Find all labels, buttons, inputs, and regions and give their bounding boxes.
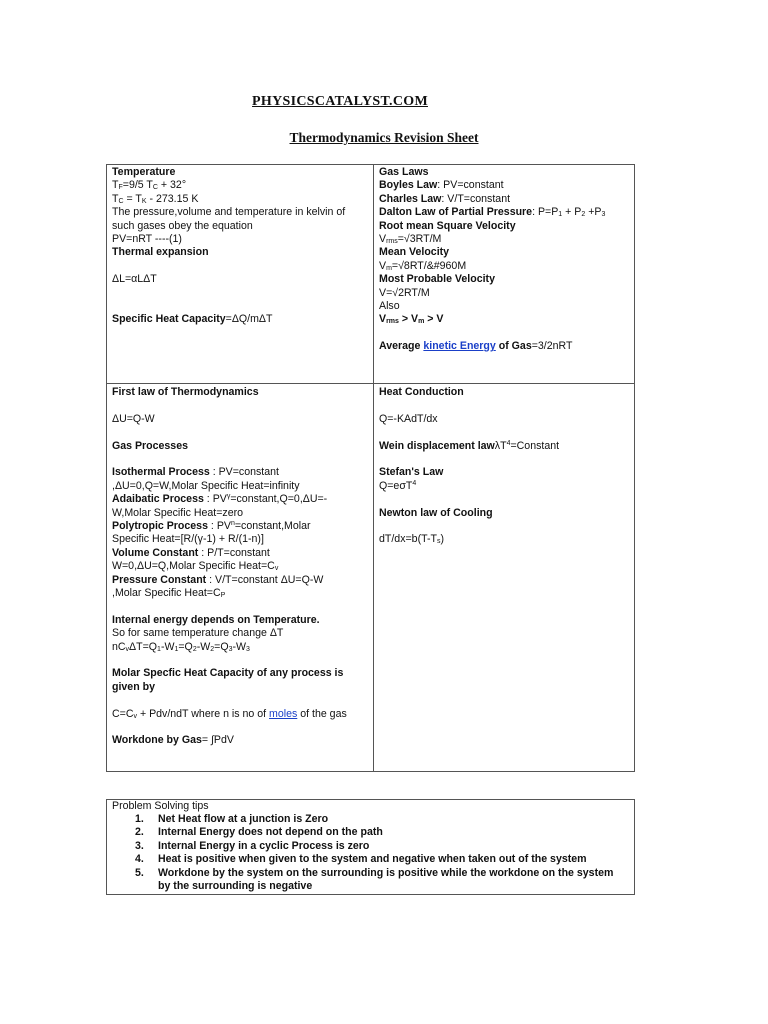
moles-link[interactable]: moles	[269, 707, 298, 720]
tip-item: 3. Internal Energy in a cyclic Process is zero	[135, 839, 370, 852]
rms-velocity-formula: Vrms=√3RT/M	[379, 233, 442, 246]
specific-heat-formula: Specific Heat Capacity=ΔQ/mΔT	[112, 313, 273, 326]
sheet-title: Thermodynamics Revision Sheet	[289, 130, 479, 145]
gas-laws-cell	[379, 166, 631, 354]
row-divider	[107, 383, 634, 384]
volume-constant-detail: W=0,ΔU=Q,Molar Specific Heat=Cv	[112, 560, 279, 573]
gas-description: The pressure,volume and temperature in kelvin of such gases obey the equation	[112, 206, 346, 232]
workdone-formula: Workdone by Gas= ∫PdV	[112, 734, 234, 747]
isothermal-process: Isothermal Process : PV=constant	[112, 466, 279, 479]
dalton-law: Dalton Law of Partial Pressure: P=P1 + P2 +P3	[379, 206, 606, 219]
heat-conduction-heading: Heat Conduction	[379, 386, 464, 398]
mean-velocity-heading: Mean Velocity	[379, 246, 450, 259]
kinetic-energy-link[interactable]: kinetic Energy	[423, 340, 496, 353]
polytropic-detail: Specific Heat=[R/(γ-1) + R/(1-n)]	[112, 533, 264, 546]
tip-item: 5. Workdone by the system on the surrounding is positive while the workdone on the system by the surrounding is negative	[135, 866, 614, 893]
tip-item: 2. Internal Energy does not depend on the path	[135, 826, 383, 839]
polytropic-process: Polytropic Process : $PV^n=constant,Molar$	[112, 520, 311, 533]
probable-velocity-formula: V=√2RT/M	[379, 286, 430, 299]
adiabatic-process: Adaibatic Process : $PV^\gamma=constant,Q=0,\Delta U=-$	[112, 493, 328, 506]
gas-processes-heading: Gas Processes	[112, 439, 188, 452]
stefan-law-formula: Q=eσT$^4$	[379, 479, 417, 492]
molar-heat-heading: Molar Specfic Heat Capacity of any process is	[112, 667, 344, 680]
site-title: PHYSICSCATALYST.COM	[252, 94, 428, 109]
molar-heat-heading-2: given by	[112, 680, 155, 693]
thermal-expansion-heading: Thermal expansion	[112, 246, 209, 259]
rms-velocity-heading: Root mean Square Velocity	[379, 219, 516, 232]
newton-cooling-heading: Newton law of Cooling	[379, 506, 493, 519]
temperature-heading: Temperature	[112, 166, 176, 178]
tip-item: 4. Heat is positive when given to the system and negative when taken out of the system	[135, 853, 587, 866]
tips-list	[107, 813, 627, 893]
pressure-constant-detail: ,Molar Specific Heat=CP	[112, 587, 226, 600]
problem-solving-tips	[106, 799, 635, 895]
also-text: Also	[379, 300, 400, 313]
molar-heat-formula: C=Cv + Pdv/ndT where n is no of moles of the gas	[112, 707, 347, 720]
tip-item: 1. Net Heat flow at a junction is Zero	[135, 813, 329, 825]
mean-velocity-formula: Vm=√8RT/&#960M	[379, 259, 467, 272]
celsius-formula: TC = TK - 273.15 K	[112, 192, 199, 205]
formula-table	[106, 164, 635, 772]
conduction-formula: Q=-KAdT/dx	[379, 412, 438, 425]
first-law-heading: First law of Thermodynamics	[112, 386, 259, 398]
probable-velocity-heading: Most Probable Velocity	[379, 273, 495, 286]
charles-law: Charles Law: V/T=constant	[379, 192, 511, 205]
gas-laws-heading: Gas Laws	[379, 166, 429, 178]
wein-law: Wein displacement lawλT$^4$=Constant	[379, 439, 560, 452]
volume-constant: Volume Constant : P/T=constant	[112, 546, 270, 559]
fahrenheit-formula: TF=9/5 TC + 32°	[112, 179, 187, 192]
newton-cooling-formula: dT/dx=b(T-Ts)	[379, 533, 445, 546]
tips-title: Problem Solving tips	[112, 800, 209, 812]
internal-energy-formula: nCvΔT=Q1-W1=Q2-W2=Q3-W3	[112, 640, 250, 653]
first-law-cell	[112, 386, 370, 748]
pressure-constant: Pressure Constant : V/T=constant ΔU=Q-W	[112, 573, 324, 586]
expansion-formula: ΔL=αLΔT	[112, 273, 157, 286]
column-divider	[373, 165, 374, 771]
adiabatic-detail: W,Molar Specific Heat=zero	[112, 506, 243, 519]
temperature-cell	[112, 166, 368, 327]
internal-energy-desc: So for same temperature change ΔT	[112, 627, 284, 640]
ideal-gas-equation: PV=nRT ----(1)	[112, 233, 182, 246]
stefan-law-heading: Stefan's Law	[379, 466, 444, 479]
heat-conduction-cell	[379, 386, 631, 547]
average-ke-formula: Average kinetic Energy of Gas=3/2nRT	[379, 340, 573, 353]
internal-energy-heading: Internal energy depends on Temperature.	[112, 613, 320, 626]
isothermal-detail: ,ΔU=0,Q=W,Molar Specific Heat=infinity	[112, 479, 300, 492]
velocity-inequality: Vrms > Vm > V	[379, 313, 444, 326]
boyles-law: Boyles Law: PV=constant	[379, 179, 504, 192]
first-law-formula: ΔU=Q-W	[112, 412, 155, 425]
